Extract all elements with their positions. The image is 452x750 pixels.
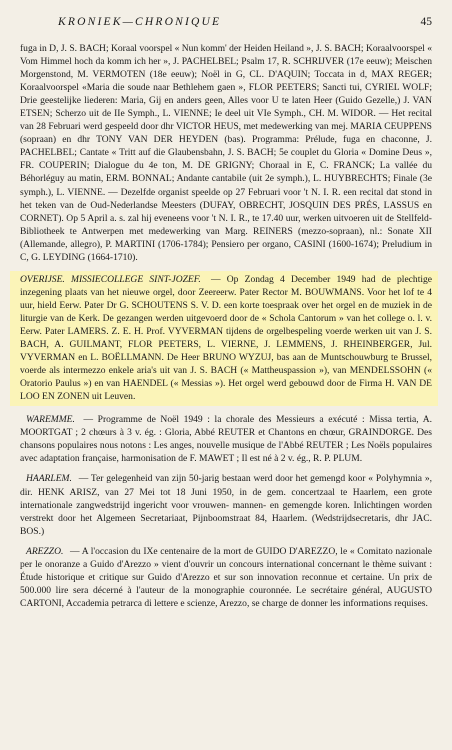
paragraph-lead: WAREMME. — [26, 414, 75, 426]
page-header — [20, 14, 432, 36]
paragraph-body: Op Zondag 4 December 1949 had de plechtige inzegening plaats van het nieuwe orgel, door Zeereerw. Pater Rector M. BOUWMANS. Voor het lof te 4 uur, hield Eerw. Pater Dr G. SCHOUTENS S. V. D. een korte toespraak over het orgel en de muziek in de liturgie van de Kerk. De gezangen werden uitgevoerd door de « Schola Cantorum » van het college o. l. v. Eerw. Pater LAMERS. Z. E. H. Prof. VYVERMAN tijdens de orgelbespeling voerde werken uit van J. S. BACH, A. GUILMANT, FLOR PEETERS, L. VIERNE, J. LEMMENS, J. RHEINBERGER, Jul. VYVERMAN en L. BOËLLMANN. De Heer BRUNO WYZUJ, bas aan de Muntschouwburg te Brussel, voerde als intermezzo enkele aria's uit van J. S. BACH (« Mattheuspassion »), van MENDELSSOHN (« Oratorio Paulus ») en van HAENDEL (« Messias »). Het orgel werd gebouwd door de Firma H. VAN DE LOO EN ZONEN uit Leuven. — [20, 273, 433, 403]
paragraph-lead: AREZZO. — [26, 545, 64, 557]
paragraph-arezzo: AREZZO. — A l'occasion du IXe centenaire de la mort de GUIDO D'AREZZO, le « Comitato nazionale per le onoranze a Guido d'Arezzo » vient d'ouvrir un concours international concernant le thème suivant : Étude historique et critique sur Guido d'Arezzo et sur son innovation reconnue et certaine. Un prix de 500.000 lire sera décerné à l'auteur de la monographie couronnée. Le secrétaire général, AUGUSTO CARTONI, Accademia petrarca di lettere e scienze, Arezzo, se charge de donner les informations requises. — [20, 545, 432, 609]
running-title: KRONIEK—CHRONIQUE — [58, 16, 222, 28]
chronicle-text — [20, 42, 432, 610]
document-page — [20, 14, 432, 610]
paragraph-haarlem: HAARLEM. — Ter gelegenheid van zijn 50-jarig bestaan werd door het gemengd koor « Polyhymnia », dir. HENK ARISZ, van 27 Mei tot 18 Juni 1950, in de gem. concertzaal te Haarlem, een grote internationale zangwedstrijd ingericht voor vrouwen- mannen- en gemengde koren. Inlichtingen worden verstrekt door het Algemeen Secretariaat, Pijnboomstraat 84, Haarlem. (Wedstrijdsecretaris, dhr JAC. BOS.) — [20, 473, 433, 537]
paragraph-lead: OVERIJSE. MISSIECOLLEGE SINT-JOZEF. — [20, 273, 201, 285]
paragraph-body: Programme de Noël 1949 : la chorale des Messieurs a exécuté : Missa tertia, A. MOORTGAT ; 2 chœurs à 3 v. ég. : Gloria, Abbé REUTER et Chantons en chœur, GRAINDORGE. Des chansons populaires nous notons : Les anges, nouvelle musique de l'Abbé REUTER ; Les Noëls populaires avec adaptation française, harmonisation de F. MAWET ; Il est né à 2 v. ég., R. P. PLUM. — [20, 414, 432, 465]
paragraph-body: fuga in D, J. S. BACH; Koraal voorspel « Nun komm' der Heiden Heiland », J. S. BACH; Koraalvoorspel « Vom Himmel hoch da komm ich her », J. PACHELBEL; Psalm 17, R. SCHRIJVER (17e eeuw); Meischen Morgenstond, M. VERMOTEN (18e eeuw); Noël in G, CL. D'AQUIN; Toccata in d, MAX REGER; Koraalvoorspel «Maria die soude naar Bethlehem gaen », FLOR PEETERS; Sancti tui, CYRIEL WOLF; Drie geestelijke liederen: Maria, Gij en anders geen, Alles voor U te laten Heer (Guido Gezelle,) J. VAN ETSEN; Scherzo uit de IIe Symph., L. VIENNE; Ie deel uit VIe Symph., CH. M. WIDOR. — Het recital van 28 Februari werd gespeeld door dhr VICTOR HEUS, met medewerking van mej. MARIA CEUPPENS (sopraan) en dhr TONY VAN DER HEYDEN (bas). Programma: Prélude, fuga en chaconne, J. PACHELBEL; Cantate « Tritt auf die Glaubensbahn, J. S. BACH; 5e couplet du Gloria « Domine Deus », FR. COUPERIN; Dialogue du 4e ton, M. DE GRIGNY; Choraal in E, C. FRANCK; La vallée du Béhorléguy au matin, ERM. BONNAL; Andante cantabile (uit 2e symph.), L. HUYBRECHTS; Finale (3e symph.), L. VIENNE. — Dezelfde organist speelde op 27 Februari voor 't N. I. R. een recital dat stond in het teken van de Oud-Nederlandse Meesters (DUFAY, OBRECHT, JOSQUIN DES PRÉS, LASSUS en CORNET). Op 5 April a. s. zal hij eveneens voor 't N. I. R., te 17.40 uur, werken uitvoeren uit de Stellfeld-Bibliotheek te Antwerpen met medewerking van Marg. REINERS (mezzo-sopraan), nl.: Sonate XII (Allemande, allegro), P. MARTINI (1706-1784); Pensiero per organo, CASINI (1600-1674); Preludium in C, G. LEYDING (1664-1710). — [20, 43, 432, 263]
paragraph-body: Ter gelegenheid van zijn 50-jarig bestaan werd door het gemengd koor « Polyhymnia », dir. HENK ARISZ, van 27 Mei tot 18 Juni 1950, in de gem. concertzaal te Haarlem, een grote internationale zangwedstrijd ingericht voor vrouwen- mannen- en gemengde koren. Inlichtingen worden verstrekt door het Algemeen Secretariaat, Pijnboomstraat 84, Haarlem. (Wedstrijdsecretaris, dhr JAC. BOS.) — [20, 473, 433, 537]
paragraph-body: A l'occasion du IXe centenaire de la mort de GUIDO D'AREZZO, le « Comitato nazionale per le onoranze a Guido d'Arezzo » vient d'ouvrir un concours international concernant le thème suivant : Étude historique et critique sur Guido d'Arezzo et sur son innovation reconnue et certaine. Un prix de 500.000 lire sera décerné à l'auteur de la monographie couronnée. Le secrétaire général, AUGUSTO CARTONI, Accademia petrarca di lettere e scienze, Arezzo, se charge de donner les informations requises. — [20, 545, 432, 609]
paragraph-lead: HAARLEM. — [26, 473, 72, 485]
paragraph-overijse: OVERIJSE. MISSIECOLLEGE SINT-JOZEF. — Op Zondag 4 December 1949 had de plechtige inzegening plaats van het nieuwe orgel, door Zeereerw. Pater Rector M. BOUWMANS. Voor het lof te 4 uur, hield Eerw. Pater Dr G. SCHOUTENS S. V. D. een korte toespraak over het orgel en de muziek in de liturgie van de Kerk. De gezangen werden uitgevoerd door de « Schola Cantorum » van het college o. l. v. Eerw. Pater LAMERS. Z. E. H. Prof. VYVERMAN tijdens de orgelbespeling voerde werken uit van J. S. BACH, A. GUILMANT, FLOR PEETERS, L. VIERNE, J. LEMMENS, J. RHEINBERGER, Jul. VYVERMAN en L. BOËLLMANN. De Heer BRUNO WYZUJ, bas aan de Muntschouwburg te Brussel, voerde als intermezzo enkele aria's uit van J. S. BACH (« Mattheuspassion »), van MENDELSSOHN (« Oratorio Paulus ») en van HAENDEL (« Messias »). Het orgel werd gebouwd door de Firma H. VAN DE LOO EN ZONEN uit Leuven. — [10, 271, 438, 406]
paragraph-recital-program — [20, 42, 432, 264]
page-number: 45 — [420, 16, 432, 28]
paragraph-waremme: WAREMME. — Programme de Noël 1949 : la chorale des Messieurs a exécuté : Missa tertia, A. MOORTGAT ; 2 chœurs à 3 v. ég. : Gloria, Abbé REUTER et Chantons en chœur, GRAINDORGE. Des chansons populaires nous notons : Les anges, nouvelle musique de l'Abbé REUTER ; Les Noëls populaires avec adaptation française, harmonisation de F. MAWET ; Il est né à 2 v. ég., R. P. PLUM. — [20, 414, 432, 465]
